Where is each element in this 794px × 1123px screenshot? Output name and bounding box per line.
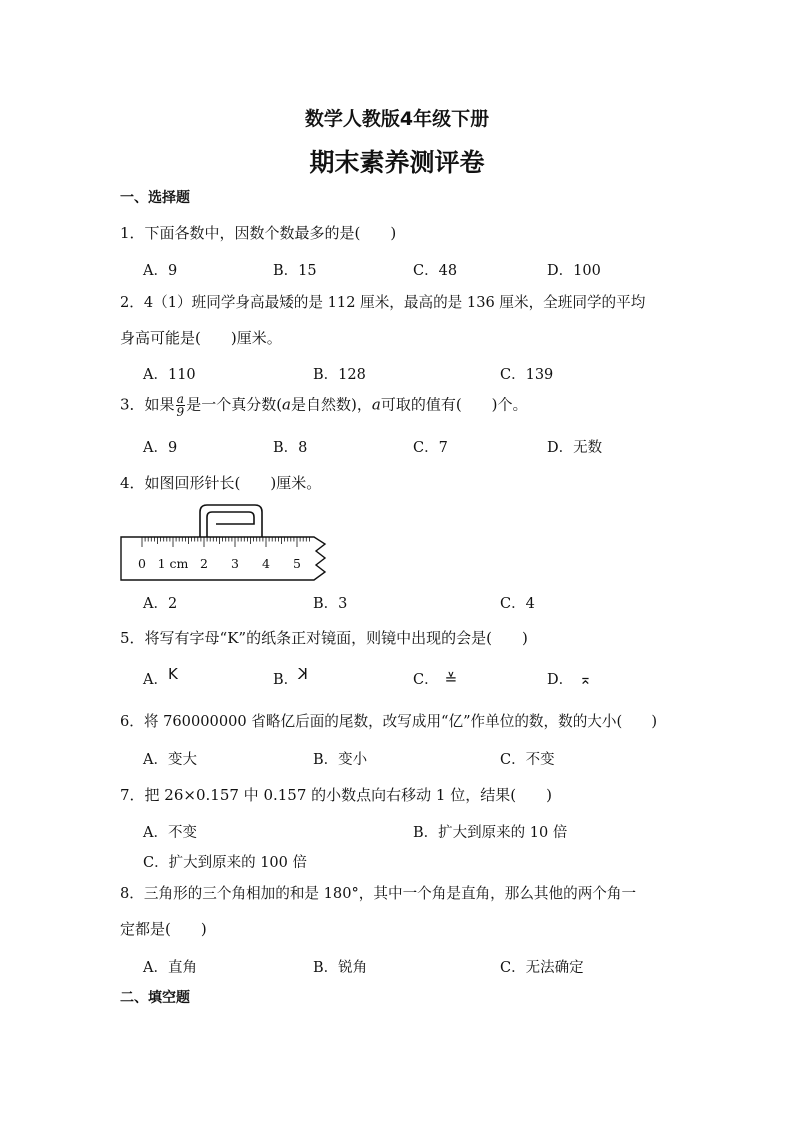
question-8-line-2: 定都是( ) bbox=[120, 920, 207, 938]
q8-option-a: A．直角 bbox=[143, 960, 197, 976]
q8-option-b: B．锐角 bbox=[313, 960, 368, 976]
ruler-label: 5 bbox=[293, 556, 301, 571]
paperclip-figure bbox=[200, 505, 262, 537]
q4-option-b: B．3 bbox=[313, 596, 348, 612]
q5-option-a bbox=[143, 665, 178, 689]
flipped-k-down-symbol: ≚ bbox=[444, 670, 458, 688]
q3-var-a-2: a bbox=[371, 395, 381, 414]
fraction-denominator: 9 bbox=[176, 405, 185, 419]
q5-option-a-label: A． bbox=[143, 672, 168, 688]
question-2-line-2: 身高可能是( )厘米。 bbox=[120, 329, 282, 347]
q5-option-b-label: B． bbox=[273, 672, 299, 688]
q3-mid-1: 是一个真分数( bbox=[186, 395, 283, 414]
q1-option-b: B．15 bbox=[273, 263, 317, 279]
section-heading-choice: 一、选择题 bbox=[120, 190, 190, 206]
ruler-label: 1 cm bbox=[157, 556, 189, 571]
q3-mid-2: 是自然数)， bbox=[291, 395, 372, 414]
q1-option-c: C．48 bbox=[413, 263, 458, 279]
q3-option-b: B．8 bbox=[273, 440, 308, 456]
q1-option-a: A．9 bbox=[143, 263, 178, 279]
q5-option-d-label: D． bbox=[547, 672, 574, 688]
ruler-label: 2 bbox=[200, 556, 208, 571]
q5-option-b bbox=[273, 665, 308, 689]
section-heading-fill-blank: 二、填空题 bbox=[120, 990, 190, 1006]
q8-option-c: C．无法确定 bbox=[500, 960, 584, 976]
q7-option-c: C．扩大到原来的 100 倍 bbox=[143, 855, 307, 871]
q1-option-d: D．100 bbox=[547, 263, 601, 279]
q6-option-a: A．变大 bbox=[143, 752, 197, 768]
question-2-line-1: 2．4（1）班同学身高最矮的是 112 厘米，最高的是 136 厘米，全班同学的平均 bbox=[120, 294, 646, 311]
question-6: 6．将 760000000 省略亿后面的尾数，改写成用“亿”作单位的数，数的大小( ) bbox=[120, 713, 658, 730]
question-4: 4．如图回形针长( )厘米。 bbox=[120, 474, 322, 492]
question-8-line-1: 8．三角形的三个角相加的和是 180°，其中一个角是直角，那么其他的两个角一 bbox=[120, 885, 637, 902]
fraction-numerator: a bbox=[176, 392, 184, 406]
question-3 bbox=[120, 393, 528, 418]
q3-option-a: A．9 bbox=[143, 440, 178, 456]
q7-option-a: A．不变 bbox=[143, 825, 197, 841]
ruler-label: 4 bbox=[262, 556, 270, 571]
flipped-k-up-symbol: ⌅ bbox=[579, 670, 592, 688]
q2-option-c: C．139 bbox=[500, 367, 554, 383]
ruler-label: 3 bbox=[231, 556, 239, 571]
q2-option-b: B．128 bbox=[313, 367, 366, 383]
question-5: 5．将写有字母“K”的纸条正对镜面，则镜中出现的会是( ) bbox=[120, 629, 528, 647]
page-title: 数学人教版4年级下册 bbox=[304, 108, 490, 130]
mirrored-k-symbol: K bbox=[298, 665, 308, 683]
q5-option-d bbox=[547, 668, 592, 689]
ruler-svg bbox=[118, 500, 333, 585]
q6-option-c: C．不变 bbox=[500, 752, 555, 768]
question-7: 7．把 26×0.157 中 0.157 的小数点向右移动 1 位，结果( ) bbox=[120, 786, 552, 804]
ruler-label: 0 bbox=[138, 556, 146, 571]
q3-option-c: C．7 bbox=[413, 440, 448, 456]
question-1: 1．下面各数中，因数个数最多的是( ) bbox=[120, 224, 397, 242]
q3-var-a: a bbox=[282, 395, 291, 414]
q3-prefix: 3．如果 bbox=[120, 395, 175, 414]
q6-option-b: B．变小 bbox=[313, 752, 368, 768]
q3-option-d: D．无数 bbox=[547, 440, 603, 456]
q4-option-c: C．4 bbox=[500, 596, 535, 612]
q7-option-b: B．扩大到原来的 10 倍 bbox=[413, 825, 568, 841]
q3-suffix: 可取的值有( )个。 bbox=[380, 395, 528, 414]
q5-option-c bbox=[413, 668, 457, 689]
q5-option-c-label: C． bbox=[413, 672, 439, 688]
fraction-a-over-9 bbox=[176, 393, 186, 418]
q4-option-a: A．2 bbox=[143, 596, 178, 612]
page-subtitle: 期末素养测评卷 bbox=[309, 148, 485, 177]
ruler-with-paperclip-figure bbox=[118, 500, 333, 589]
q2-option-a: A．110 bbox=[143, 367, 196, 383]
letter-k-symbol: K bbox=[167, 665, 178, 683]
